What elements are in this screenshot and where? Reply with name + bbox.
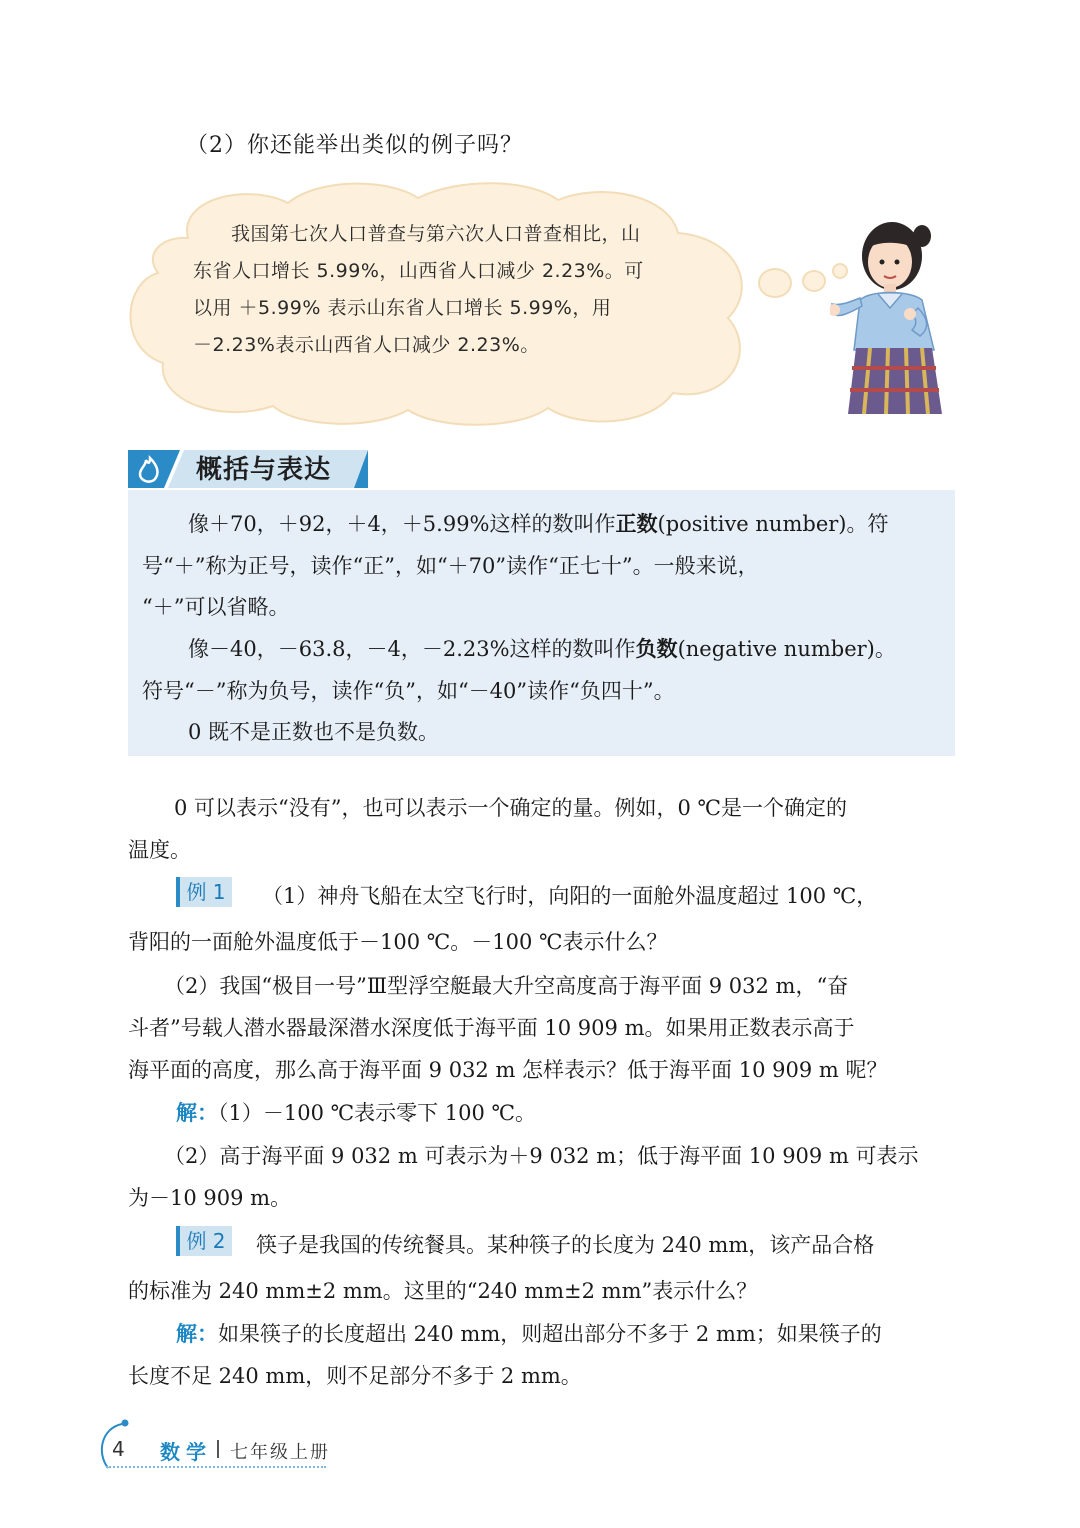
def-p3: 0 既不是正数也不是负数。 bbox=[188, 720, 440, 744]
example-1-tag: 例 1 bbox=[176, 877, 232, 907]
section-title: 概括与表达 bbox=[196, 455, 332, 485]
footer-divider bbox=[217, 1440, 219, 1458]
example-2-solution-line1 bbox=[176, 1318, 882, 1348]
def-p1-line1 bbox=[188, 508, 948, 538]
example-2-tag: 例 2 bbox=[176, 1226, 232, 1256]
def-text: (negative number)。 bbox=[677, 637, 896, 661]
cloud-line-1: 我国第七次人口普查与第六次人口普查相比，山 bbox=[231, 223, 641, 245]
question-2: （2）你还能举出类似的例子吗？ bbox=[186, 133, 523, 158]
thought-bubble-large bbox=[758, 268, 792, 298]
def-p2-line2: 符号“－”称为负号，读作“负”，如“－40”读作“负四十”。 bbox=[142, 679, 675, 703]
example-2-solution-line2: 长度不足 240 mm，则不足部分不多于 2 mm。 bbox=[128, 1364, 582, 1388]
example-2-line2: 的标准为 240 mm±2 mm。这里的“240 mm±2 mm”表示什么？ bbox=[128, 1279, 758, 1303]
definition-box bbox=[128, 490, 955, 756]
def-text: (positive number)。符 bbox=[657, 512, 889, 536]
girl-illustration bbox=[830, 218, 965, 418]
solution-label: 解： bbox=[176, 1322, 218, 1346]
zero-para-line1: 0 可以表示“没有”，也可以表示一个确定的量。例如，0 ℃是一个确定的 bbox=[174, 796, 848, 820]
term-positive: 正数 bbox=[615, 512, 658, 536]
thought-bubble-medium bbox=[802, 270, 826, 292]
footer-grade: 七年级上册 bbox=[230, 1442, 330, 1463]
cloud-text bbox=[193, 216, 663, 364]
example-1-line1: （1）神舟飞船在太空飞行时，向阳的一面舱外温度超过 100 ℃， bbox=[262, 884, 878, 908]
example-1-line4: 斗者”号载人潜水器最深潜水深度低于海平面 10 909 m。如果用正数表示高于 bbox=[128, 1016, 855, 1040]
solution-label: 解： bbox=[176, 1101, 218, 1125]
example-1-line3: （2）我国“极目一号”Ⅲ型浮空艇最大升空高度高于海平面 9 032 m，“奋 bbox=[164, 974, 849, 998]
example-1-solution-2-line2: 为－10 909 m。 bbox=[128, 1186, 292, 1210]
example-1-solution-1 bbox=[176, 1097, 536, 1127]
solution-text: （1）－100 ℃表示零下 100 ℃。 bbox=[218, 1101, 537, 1125]
def-p2-line1 bbox=[188, 633, 948, 663]
example-1-line2: 背阳的一面舱外温度低于－100 ℃。－100 ℃表示什么？ bbox=[128, 930, 668, 954]
page-number: 4 bbox=[112, 1437, 125, 1461]
footer-dotted-line bbox=[106, 1466, 326, 1468]
def-text: 像－40，－63.8，－4，－2.23%这样的数叫作 bbox=[188, 637, 636, 661]
example-1-line5: 海平面的高度，那么高于海平面 9 032 m 怎样表示？低于海平面 10 909 m 呢？ bbox=[128, 1058, 888, 1082]
example-1-solution-2-line1: （2）高于海平面 9 032 m 可表示为＋9 032 m；低于海平面 10 909 m 可表示 bbox=[164, 1144, 919, 1168]
def-text: 像＋70，＋92，＋4，＋5.99%这样的数叫作 bbox=[188, 512, 616, 536]
cloud-line-2: 东省人口增长 5.99%，山西省人口减少 2.23%。可 bbox=[193, 260, 644, 282]
cloud-line-3: 以用 ＋5.99% 表示山东省人口增长 5.99%，用 bbox=[193, 297, 612, 319]
def-p1-line3: “＋”可以省略。 bbox=[142, 595, 290, 619]
solution-text: 如果筷子的长度超出 240 mm，则超出部分不多于 2 mm；如果筷子的 bbox=[218, 1322, 882, 1346]
example-2-line1: 筷子是我国的传统餐具。某种筷子的长度为 240 mm，该产品合格 bbox=[256, 1233, 875, 1257]
term-negative: 负数 bbox=[635, 637, 678, 661]
def-p1-line2: 号“＋”称为正号，读作“正”，如“＋70”读作“正七十”。一般来说， bbox=[142, 554, 759, 578]
cloud-line-4: －2.23%表示山西省人口减少 2.23%。 bbox=[193, 334, 540, 356]
footer-subject: 数学 bbox=[160, 1440, 212, 1464]
zero-para-line2: 温度。 bbox=[128, 838, 191, 862]
